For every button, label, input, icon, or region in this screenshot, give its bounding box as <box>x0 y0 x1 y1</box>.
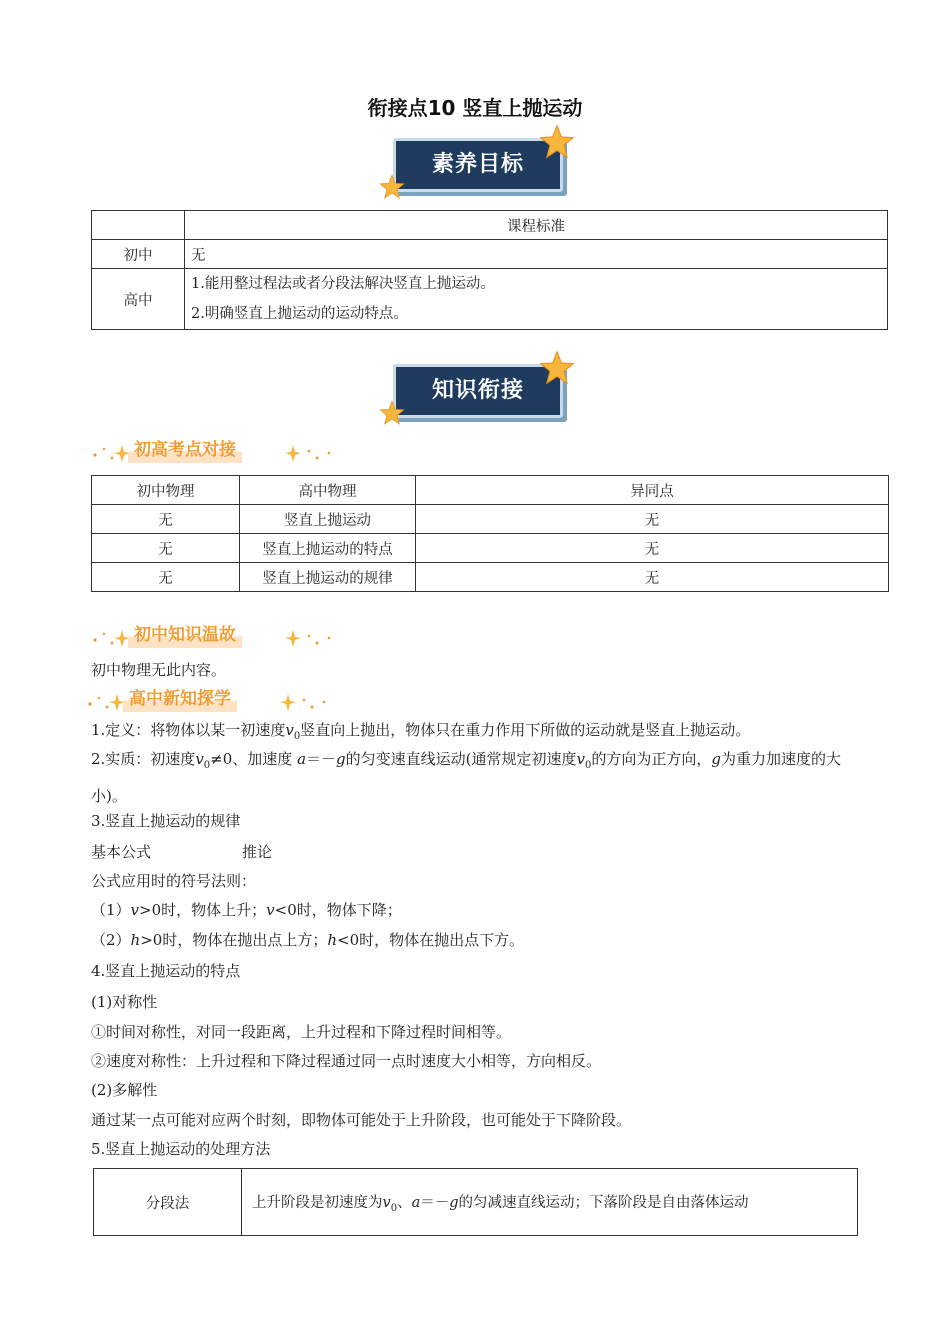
table-row <box>92 505 889 534</box>
compare-cell: 竖直上抛运动的特点 <box>240 534 416 563</box>
compare-cell: 无 <box>416 505 889 534</box>
sparkle-icon <box>90 626 130 650</box>
law-title: 3.竖直上抛运动的规律 <box>91 812 241 830</box>
law-infer: 推论 <box>242 843 273 861</box>
knowledge-banner <box>385 358 585 428</box>
section-review-label: 初中知识温故 <box>128 622 242 648</box>
star-icon <box>379 400 405 426</box>
goals-level: 初中 <box>92 240 185 269</box>
law-basic: 基本公式 <box>91 843 152 861</box>
goals-line: 1.能用整过程法或者分段法解决竖直上抛运动。 <box>191 276 495 292</box>
sparkle-icon <box>285 626 335 650</box>
goals-line: 2.明确竖直上抛运动的运动特点。 <box>191 306 408 322</box>
table-row <box>92 563 889 592</box>
method-title: 5.竖直上抛运动的处理方法 <box>91 1140 271 1158</box>
sparkle-icon <box>85 690 125 714</box>
page-title: 衔接点10 竖直上抛运动 <box>367 96 583 120</box>
section-compare-label: 初高考点对接 <box>128 437 242 463</box>
symmetry-title: (1)对称性 <box>91 993 158 1011</box>
star-icon <box>539 124 575 160</box>
knowledge-banner-label: 知识衔接 <box>431 378 524 403</box>
compare-cell: 无 <box>416 563 889 592</box>
definition-para: 1.定义：将物体以某一初速度$v_0$竖直向上抛出，物体只在重力作用下所做的运动就是竖直上抛运动。 <box>91 721 751 742</box>
goals-banner-label: 素养目标 <box>431 152 524 177</box>
symmetry-time: ①时间对称性，对同一段距离，上升过程和下降过程时间相等。 <box>91 1023 512 1041</box>
compare-cell: 无 <box>416 534 889 563</box>
goals-header: 课程标准 <box>185 211 888 240</box>
goals-level: 高中 <box>92 269 185 330</box>
goals-text: 无 <box>185 240 888 269</box>
compare-header: 初中物理 <box>92 476 240 505</box>
essence-para: 2.实质：初速度$v_0\ne 0$、加速度 a＝－g的匀变速直线运动(通常规定初速度$v_0$的方向为正方向，g为重力加速度的大小)。 <box>91 750 842 805</box>
compare-cell: 竖直上抛运动 <box>240 505 416 534</box>
compare-header: 高中物理 <box>240 476 416 505</box>
compare-cell: 无 <box>92 534 240 563</box>
goals-banner <box>385 132 585 202</box>
table-row <box>92 534 889 563</box>
multi-title: (2)多解性 <box>91 1081 158 1099</box>
sign-rule-1: （1）v>0时，物体上升；v<0时，物体下降； <box>91 901 402 919</box>
section-header-explore <box>85 686 345 716</box>
review-text: 初中物理无此内容。 <box>91 661 227 679</box>
compare-header: 异同点 <box>416 476 889 505</box>
sparkle-icon <box>285 441 335 465</box>
sign-rule-2: （2）h>0时，物体在抛出点上方；h<0时，物体在抛出点下方。 <box>91 931 525 949</box>
star-icon <box>539 350 575 386</box>
compare-cell: 无 <box>92 563 240 592</box>
compare-cell: 无 <box>92 505 240 534</box>
section-header-compare <box>90 437 350 467</box>
method-table <box>93 1168 858 1236</box>
section-explore-label: 高中新知探学 <box>123 686 237 712</box>
star-icon <box>379 174 405 200</box>
compare-cell: 竖直上抛运动的规律 <box>240 563 416 592</box>
features-title: 4.竖直上抛运动的特点 <box>91 962 241 980</box>
multi-text: 通过某一点可能对应两个时刻，即物体可能处于上升阶段，也可能处于下降阶段。 <box>91 1111 632 1129</box>
table-row <box>94 1169 858 1236</box>
goals-text-cell <box>185 269 888 330</box>
section-header-review <box>90 622 350 652</box>
method-desc: 上升阶段是初速度为$v_0$、a＝－g的匀减速直线运动；下落阶段是自由落体运动 <box>242 1169 858 1236</box>
sign-rule: 公式应用时的符号法则： <box>91 872 257 890</box>
compare-table <box>91 475 889 592</box>
method-name: 分段法 <box>94 1169 242 1236</box>
sparkle-icon <box>280 690 330 714</box>
goals-table <box>91 210 888 330</box>
sparkle-icon <box>90 441 130 465</box>
symmetry-speed: ②速度对称性：上升过程和下降过程通过同一点时速度大小相等，方向相反。 <box>91 1052 602 1070</box>
